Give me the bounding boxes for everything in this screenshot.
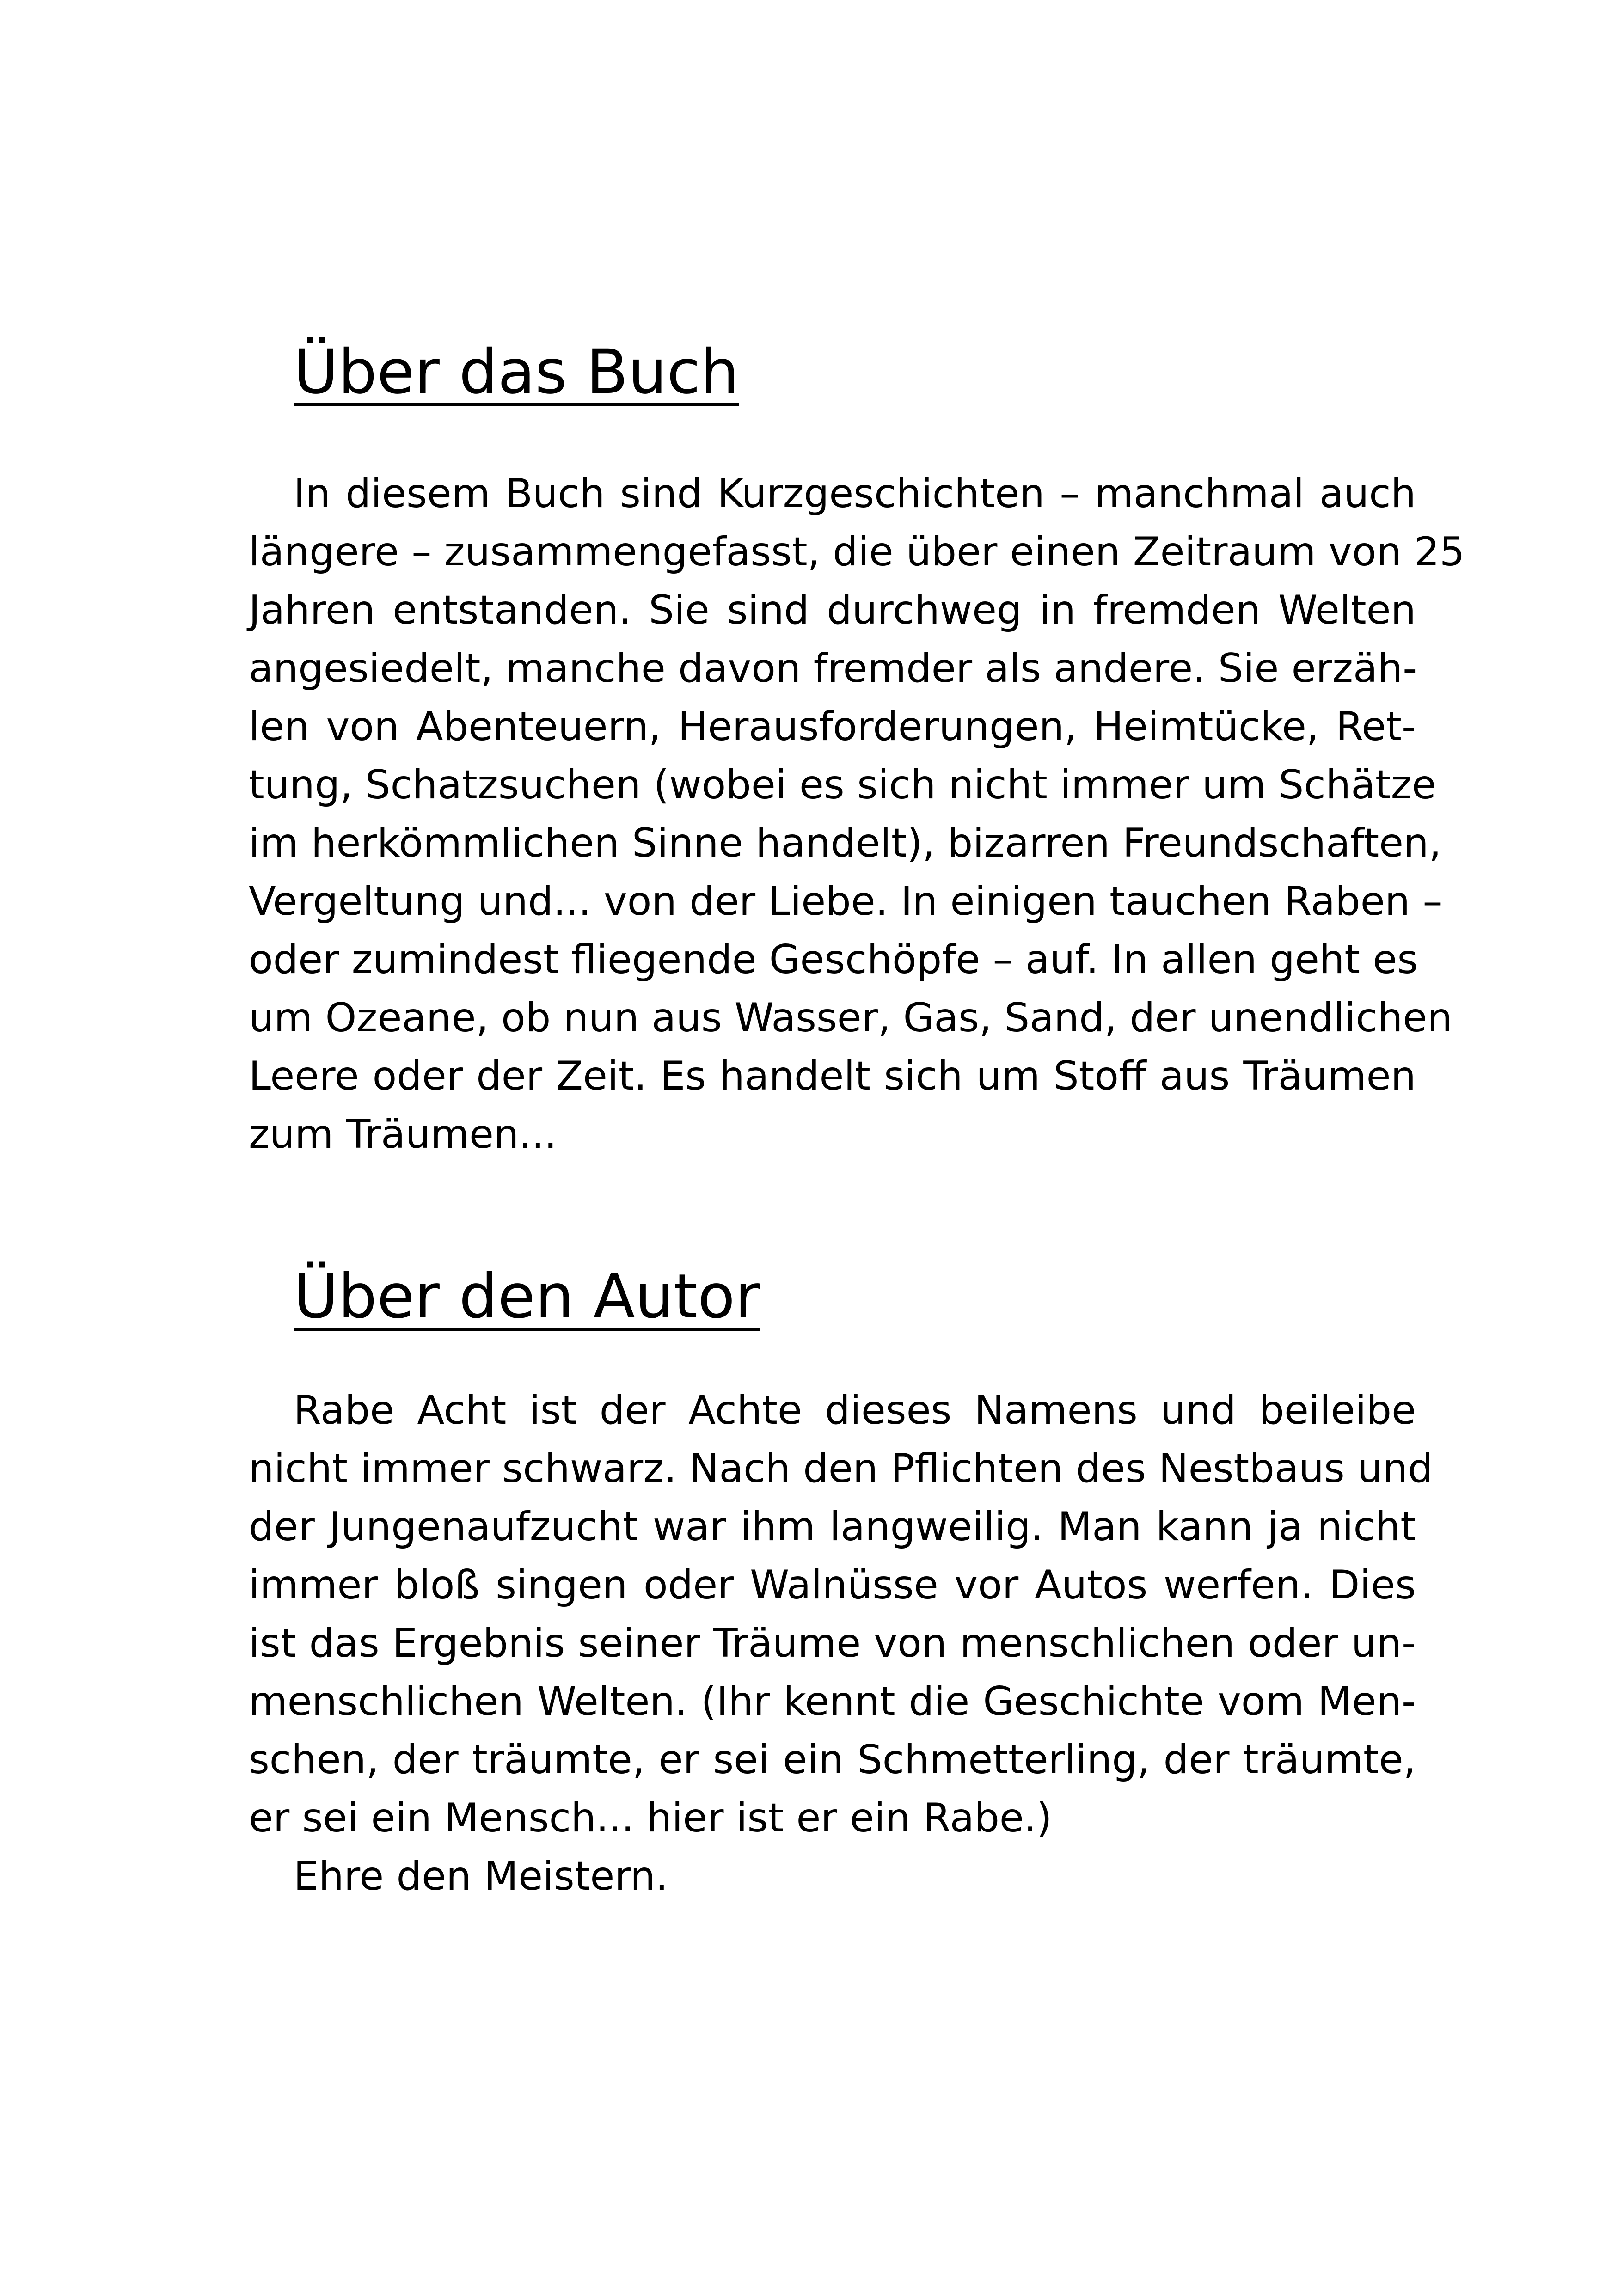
text-line-closing: Ehre den Meistern. <box>294 1853 668 1899</box>
text-line: längere – zusammengefasst, die über einen Zeitraum von 25 <box>249 529 1465 575</box>
text-line: schen, der träumte, er sei ein Schmetterling, der träumte, <box>249 1737 1416 1783</box>
text-line: menschlichen Welten. (Ihr kennt die Geschichte vom Men- <box>249 1678 1416 1725</box>
text-line: angesiedelt, manche davon fremder als andere. Sie erzäh- <box>249 645 1417 692</box>
text-line: Leere oder der Zeit. Es handelt sich um Stoff aus Träumen <box>249 1053 1416 1099</box>
paragraph-about-book <box>249 465 1465 1163</box>
text-line: oder zumindest fliegende Geschöpfe – auf. In allen geht es <box>249 937 1418 983</box>
text-line: len von Abenteuern, Herausforderungen, Heimtücke, Ret- <box>249 704 1416 750</box>
text-line: immer bloß singen oder Walnüsse vor Autos werfen. Dies <box>249 1562 1416 1608</box>
paragraph-about-author <box>249 1381 1433 1905</box>
text-line: im herkömmlichen Sinne handelt), bizarren Freundschaften, <box>249 820 1441 866</box>
text-line: Rabe Acht ist der Achte dieses Namens und beileibe <box>294 1387 1416 1433</box>
text-line: In diesem Buch sind Kurzgeschichten – manchmal auch <box>294 471 1416 517</box>
text-line: um Ozeane, ob nun aus Wasser, Gas, Sand, der unendlichen <box>249 995 1453 1041</box>
text-line: tung, Schatzsuchen (wobei es sich nicht immer um Schätze <box>249 762 1436 808</box>
heading-about-book: Über das Buch <box>294 337 739 408</box>
text-line: nicht immer schwarz. Nach den Pflichten des Nestbaus und <box>249 1445 1433 1492</box>
text-line: Jahren entstanden. Sie sind durchweg in fremden Welten <box>249 587 1416 633</box>
text-line: Vergeltung und... von der Liebe. In einigen tauchen Raben – <box>249 878 1443 925</box>
text-line: zum Träumen... <box>249 1111 557 1157</box>
text-line: der Jungenaufzucht war ihm langweilig. Man kann ja nicht <box>249 1504 1416 1550</box>
heading-about-author: Über den Autor <box>294 1261 760 1332</box>
text-line: ist das Ergebnis seiner Träume von menschlichen oder un- <box>249 1620 1416 1666</box>
text-line: er sei ein Mensch... hier ist er ein Rabe.) <box>249 1795 1052 1841</box>
